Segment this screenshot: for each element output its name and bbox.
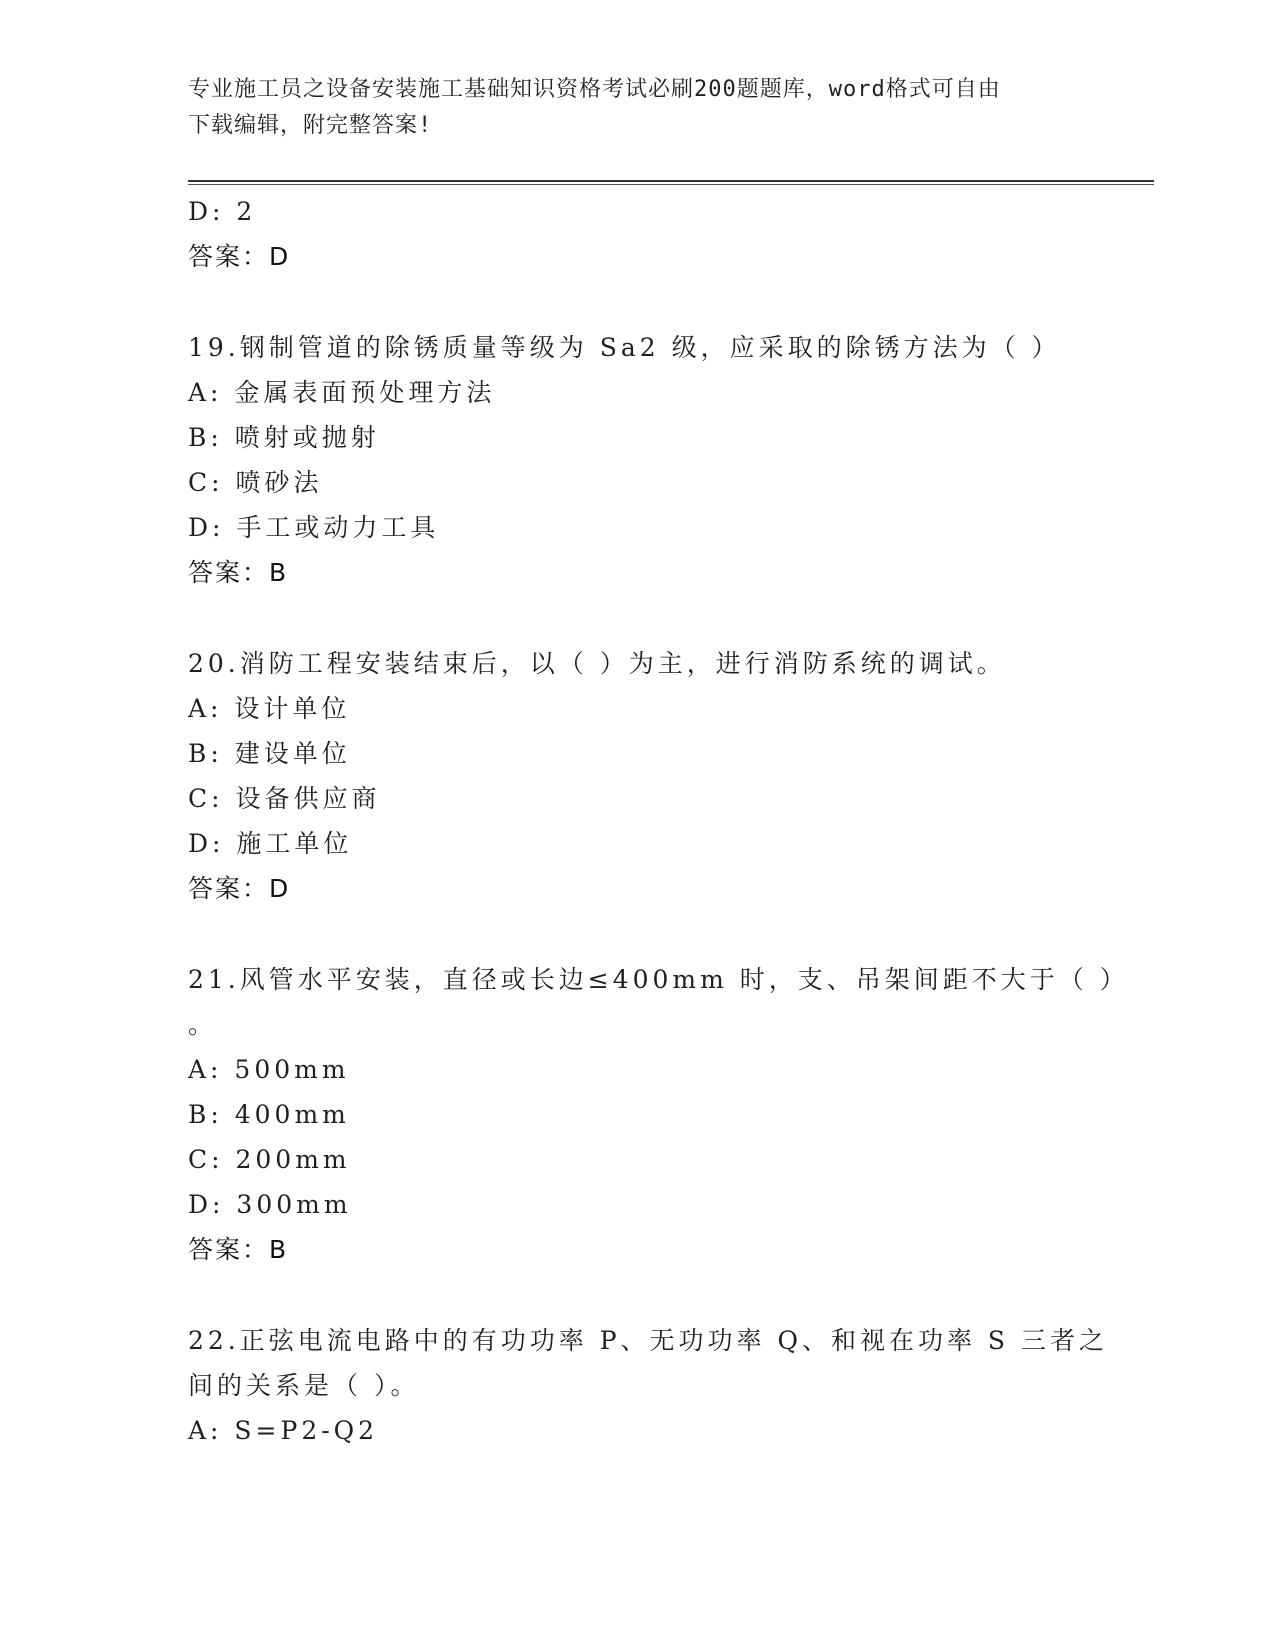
option-a: A: S=P2-Q2 — [188, 1416, 379, 1445]
question-stem-line: 间的关系是（ ）。 — [188, 1371, 420, 1400]
question-stem-line: 22.正弦电流电路中的有功功率 P、无功功率 Q、和视在功率 S 三者之 — [188, 1326, 1108, 1355]
option-d: D: 300mm — [188, 1190, 352, 1219]
answer-line: 答案：B — [188, 558, 289, 587]
option-b: B: 喷射或抛射 — [188, 423, 380, 452]
question-stem-line: 20.消防工程安装结束后，以（ ）为主，进行消防系统的调试。 — [188, 649, 1006, 678]
spacer — [188, 280, 1088, 325]
header-line-1: 专业施工员之设备安装施工基础知识资格考试必刷200题题库，word格式可自由 — [188, 77, 1001, 102]
question-stem — [188, 957, 1129, 1047]
option-a: A: 金属表面预处理方法 — [188, 378, 496, 407]
document-header — [188, 72, 1068, 144]
spacer — [188, 596, 1088, 641]
option-c: C: 200mm — [188, 1145, 351, 1174]
header-divider-thin — [188, 184, 1154, 185]
answer-line: 答案：B — [188, 1235, 289, 1264]
answer-line: 答案：D — [188, 242, 291, 271]
spacer — [188, 912, 1088, 957]
prev-question-tail — [188, 189, 1088, 280]
option-d: D: 施工单位 — [188, 829, 353, 858]
question-stem — [188, 1318, 1108, 1408]
answer-line: 答案：D — [188, 874, 291, 903]
question-stem-line: 21.风管水平安装，直径或长边≤400mm 时，支、吊架间距不大于（ ） — [188, 965, 1129, 994]
option-b: B: 建设单位 — [188, 739, 351, 768]
spacer — [188, 1273, 1088, 1318]
question-stem — [188, 325, 1068, 370]
question-stem — [188, 641, 1068, 686]
header-divider-thick — [188, 180, 1154, 182]
option-c: C: 喷砂法 — [188, 468, 323, 497]
question-stem-line: 。 — [188, 1010, 218, 1039]
option-b: B: 400mm — [188, 1100, 350, 1129]
option-a: A: 500mm — [188, 1055, 350, 1084]
option-d: D: 2 — [188, 197, 257, 226]
question-21 — [188, 957, 1129, 1273]
question-20 — [188, 641, 1088, 912]
question-stem-line: 19.钢制管道的除锈质量等级为 Sa2 级，应采取的除锈方法为（ ） — [188, 333, 1061, 362]
header-line-2: 下载编辑，附完整答案! — [188, 113, 433, 138]
option-c: C: 设备供应商 — [188, 784, 381, 813]
document-body — [188, 189, 1129, 1453]
option-a: A: 设计单位 — [188, 694, 351, 723]
question-22 — [188, 1318, 1108, 1453]
option-d: D: 手工或动力工具 — [188, 513, 440, 542]
question-19 — [188, 325, 1088, 596]
